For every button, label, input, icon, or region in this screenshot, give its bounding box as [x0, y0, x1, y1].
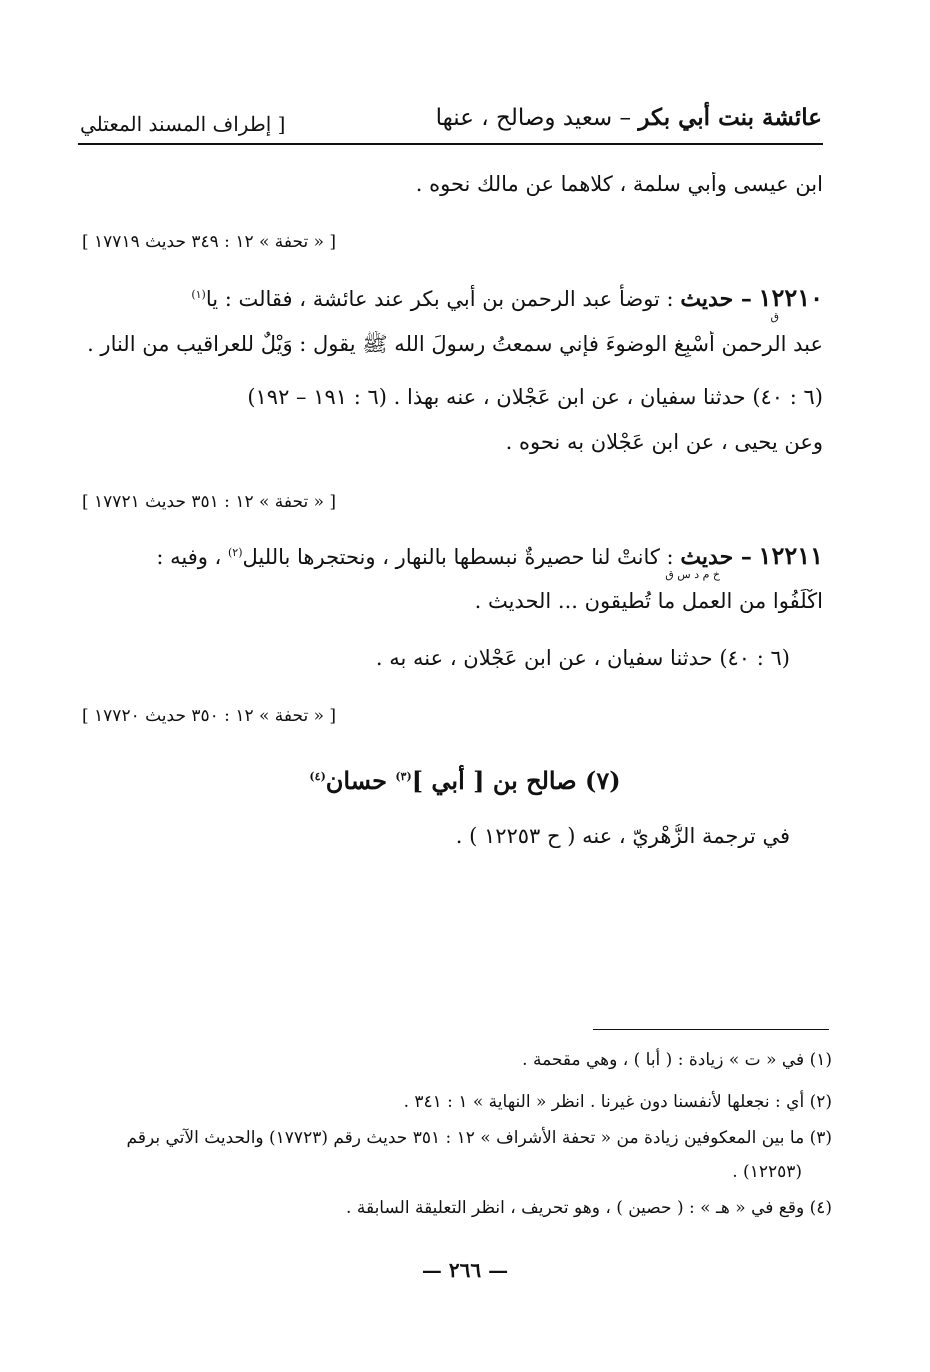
hadith-number: ١٢٢١١: [758, 541, 823, 570]
hadith-text: ، وفيه :: [156, 545, 228, 569]
tuhfa-reference: [ « تحفة » ١٢ : ٣٤٩ حديث ١٧٧١٩ ]: [82, 232, 337, 252]
hadith-12211-line-1: [80, 541, 823, 570]
hadith-text: : كانتْ لنا حصيرةٌ نبسطها بالنهار ، ونحتجرها بالليل: [242, 545, 681, 569]
hadith-12210-line-2: عبد الرحمن أَسْبِغ الوضوءَ فإني سمعتُ رسولَ الله ﷺ يقول : وَيْلٌ للعراقيب من النار .: [87, 332, 823, 356]
hadith-label: – حديث: [680, 286, 752, 312]
footnote-3-continued: (١٢٢٥٣) .: [732, 1162, 802, 1182]
footnote-marker: (٤): [309, 770, 326, 783]
header-title-main: عائشة بنت أبي بكر: [638, 104, 822, 131]
text-line: ابن عيسى وأبي سلمة ، كلاهما عن مالك نحوه .: [415, 172, 823, 196]
section-heading-text: (٧) صالح بن [ أبي ]: [411, 766, 621, 795]
header-rule: [78, 143, 823, 145]
footnote-3: (٣) ما بين المعكوفين زيادة من « تحفة الأشراف » ١٢ : ٣٥١ حديث رقم (١٧٧٢٣) والحديث الآتي برقم: [126, 1128, 832, 1148]
footnote-4: (٤) وقع في « هـ » : ( حصين ) ، وهو تحريف ، انظر التعليقة السابقة .: [346, 1198, 832, 1218]
hadith-sigla: ق: [770, 310, 779, 323]
running-header-book: [ إطراف المسند المعتلي: [80, 112, 286, 136]
hadith-12211-line-2: اكْلَفُوا من العمل ما تُطيقون ... الحديث .: [474, 589, 823, 613]
footnote-marker: (٢): [228, 546, 243, 559]
hadith-sigla: خ م د س ق: [665, 568, 720, 581]
cross-reference-line: في ترجمة الزُّهْرِيّ ، عنه ( ح ١٢٢٥٣ ) .: [455, 824, 790, 848]
isnad-line: (٦ : ٤٠) حدثنا سفيان ، عن ابن عَجْلان ، عنه به .: [375, 646, 790, 670]
isnad-line: (٦ : ٤٠) حدثنا سفيان ، عن ابن عَجْلان ، عنه بهذا . (٦ : ١٩١ – ١٩٢): [247, 385, 823, 409]
section-heading: [0, 766, 930, 795]
page-number: — ٢٦٦ —: [421, 1258, 509, 1282]
hadith-12210-line-1: [80, 283, 823, 312]
hadith-label: – حديث: [680, 544, 752, 570]
running-header-title: [436, 104, 822, 131]
tuhfa-reference: [ « تحفة » ١٢ : ٣٥٠ حديث ١٧٧٢٠ ]: [82, 706, 337, 726]
header-title-sub: – سعيد وصالح ، عنها: [435, 105, 639, 131]
footnote-rule: [593, 1029, 829, 1030]
footnote-1: (١) في « ت » زيادة : ( أبا ) ، وهي مقحمة .: [522, 1050, 832, 1070]
footnote-marker: (٣): [395, 770, 412, 783]
hadith-number: ١٢٢١٠: [758, 283, 823, 312]
hadith-text: : توضأ عبد الرحمن بن أبي بكر عند عائشة ، فقالت : يا: [205, 287, 681, 311]
tuhfa-reference: [ « تحفة » ١٢ : ٣٥١ حديث ١٧٧٢١ ]: [82, 492, 337, 512]
footnote-2: (٢) أي : نجعلها لأنفسنا دون غيرنا . انظر « النهاية » ١ : ٣٤١ .: [403, 1092, 832, 1112]
section-heading-text: حسان: [325, 766, 396, 795]
isnad-line: وعن يحيى ، عن ابن عَجْلان به نحوه .: [505, 430, 823, 454]
footnote-marker: (١): [191, 288, 206, 301]
